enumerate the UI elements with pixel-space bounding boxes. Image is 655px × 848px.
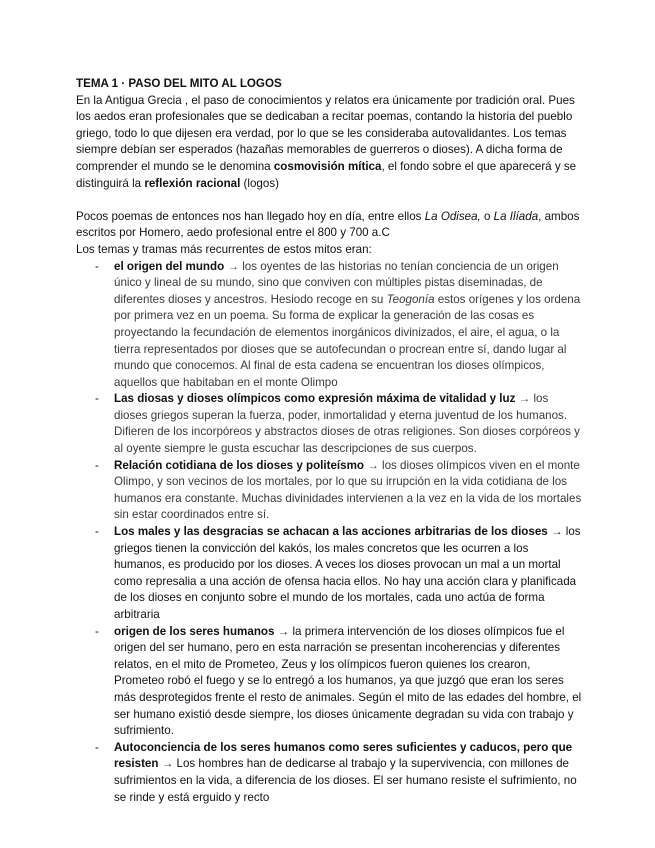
bullet-marker: - [95, 740, 99, 754]
bullet-marker: - [95, 259, 99, 273]
list-item [76, 624, 582, 740]
poems-text-1: Pocos poemas de entonces nos han llegado hoy en día, entre ellos [76, 209, 425, 223]
list-item [76, 458, 582, 524]
item-heading: Las diosas y dioses olímpicos como expresión máxima de vitalidad y luz [114, 392, 516, 406]
item-heading: Relación cotidiana de los dioses y politeísmo [114, 458, 364, 472]
list-item [76, 524, 582, 624]
item-heading: Los males y las desgracias se achacan a las acciones arbitrarias de los dioses [114, 525, 548, 539]
item-heading: Autoconciencia de los seres humanos como seres suficientes y caducos, pero que resisten [114, 740, 573, 771]
item-text: → la primera intervención de los dioses olímpicos fue el origen del ser humano, pero en esta narración se presentan incoherencias y diferentes relatos, en el mito de Prometeo, Zeus y los olímpicos fueron quienes los crearon, Prometeo robó el fuego y se lo entregó a los humanos, ya que juzgó que eran los seres más desprotegidos frente el resto de animales. Según el mito de las edades del hombre, el ser humano existió desde siempre, los dioses únicamente degradan su vida con trabajo y sufrimiento. [114, 624, 582, 738]
topics-intro: Los temas y tramas más recurrentes de estos mitos eran: [76, 242, 372, 256]
document-page [76, 76, 582, 806]
poems-text-2: o [480, 209, 494, 223]
intro-text-2: , el fondo sobre el que aparecerá y se distinguirá la [76, 159, 577, 190]
term-cosmovision-mitica: cosmovisión mítica [273, 159, 382, 173]
topics-list [76, 259, 582, 807]
item-text: → los oyentes de las historias no tenían conciencia de un origen único y lineal de su mundo, sino que conviven con múltiples pistas diseminadas, de diferentes dioses y ancestros. Hesiodo recoge en su [114, 259, 559, 306]
list-item [76, 740, 582, 806]
bullet-marker: - [95, 392, 99, 406]
term-reflexion-racional: reflexión racional [144, 176, 241, 190]
item-text: → Los hombres han de dedicarse al trabajo y la supervivencia, con millones de sufrimientos en la vida, a diferencia de los dioses. El ser humano resiste el sufrimiento, no se rinde y está erguido y recto [114, 757, 577, 804]
paragraph-gap [76, 192, 582, 209]
intro-paragraph [76, 93, 582, 193]
item-text: → los griegos tienen la convicción del kakós, los males concretos que les ocurren a los humanos, es producido por los dioses. A veces los dioses provocan un mal a un mortal como represalia a una acción de ofensa hacia ellos. No hay una acción clara y planificada de los dioses en conjunto sobre el mundo de los mortales, cada uno actúa de forma arbitraria [114, 525, 581, 621]
title-teogonia: Teogonía [386, 292, 435, 306]
intro-text-3: (logos) [240, 176, 279, 190]
page-title: TEMA 1 · PASO DEL MITO AL LOGOS [76, 77, 282, 90]
item-heading: el origen del mundo [114, 259, 225, 273]
bullet-marker: - [95, 458, 99, 472]
item-text: → los dioses olímpicos viven en el monte Olimpo, y son vecinos de los mortales, por lo que su irrupción en la vida cotidiana de los humanos era constante. Muchas divinidades intervienen a la vez en la vida de los mortales sin estar coordinados entre sí. [114, 458, 582, 522]
item-text-cont: estos orígenes y los ordena por primera vez en un poema. Su forma de explicar la generación de las cosas es proyectando la fecundación de elementos inorgánicos divinizados, el aire, el agua, o la tierra representados por dioses que se autofecundan o procrean entre sí, dando lugar al mundo que conocemos. Al final de esta cadena se encuentran los dioses olímpicos, aquellos que habitaban en el monte Olimpo [114, 292, 581, 389]
bullet-marker: - [95, 624, 99, 638]
item-heading: origen de los seres humanos [114, 624, 275, 638]
item-text: → los dioses griegos superan la fuerza, poder, inmortalidad y eterna juventud de los humanos. Difieren de los incorpóreos y abstractos dioses de otras religiones. Son dioses corpóreos y al oyente siempre le gusta escuchar las descripciones de sus cuerpos. [114, 392, 580, 456]
poems-text-3: , ambos escritos por Homero, aedo profesional entre el 800 y 700 a.C [76, 209, 580, 240]
title-iliada: La Ilíada [493, 209, 539, 223]
bullet-marker: - [95, 525, 99, 539]
intro-text-1: En la Antigua Grecia , el paso de conocimientos y relatos era únicamente por tradición oral. Pues los aedos eran profesionales que se dedicaban a recitar poemas, contando la historia del pueblo griego, todo lo que dijesen era verdad, por lo que se les consideraba autovalidantes. Los temas siempre debían ser esperados (hazañas memorables de guerreros o dioses). A dicha forma de comprender el mundo se le denomina [76, 93, 575, 173]
list-item [76, 391, 582, 457]
list-item [76, 259, 582, 392]
title-odisea: La Odisea, [424, 209, 481, 223]
poems-paragraph [76, 209, 582, 242]
